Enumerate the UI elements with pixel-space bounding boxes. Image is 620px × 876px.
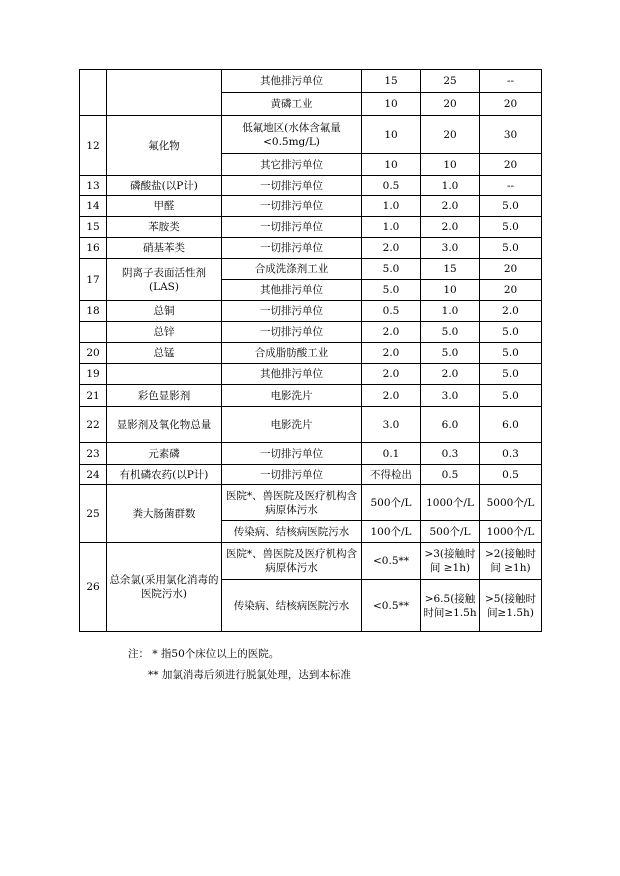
table-row: [80, 443, 542, 465]
value-cell: 2.0: [362, 238, 421, 259]
value-cell: >3(接触时间 ≥1h): [421, 543, 480, 580]
value-cell: 5.0: [480, 322, 542, 343]
scope-cell: 其他排污单位: [222, 280, 362, 301]
table-row: [80, 259, 542, 280]
no-cell: 14: [80, 196, 107, 217]
item-cell: 总铜: [107, 301, 222, 322]
no-cell: 22: [80, 407, 107, 443]
value-cell: 0.3: [421, 443, 480, 465]
value-cell: 10: [362, 93, 421, 116]
scope-cell: 医院*、兽医院及医疗机构含病原体污水: [222, 543, 362, 580]
value-cell: 1.0: [362, 217, 421, 238]
value-cell: 2.0: [421, 364, 480, 385]
table-row: [80, 176, 542, 196]
standards-table: [79, 69, 542, 632]
table-row: [80, 301, 542, 322]
value-cell: 5.0: [480, 196, 542, 217]
scope-cell: 医院*、兽医院及医疗机构含病原体污水: [222, 485, 362, 521]
value-cell: 5.0: [480, 238, 542, 259]
scope-cell: 一切排污单位: [222, 217, 362, 238]
item-cell: 元素磷: [107, 443, 222, 465]
table-row: [80, 70, 542, 93]
value-cell: 2.0: [362, 322, 421, 343]
table-row: [80, 385, 542, 407]
no-cell: [80, 322, 107, 343]
value-cell: 1.0: [421, 176, 480, 196]
value-cell: 5.0: [362, 280, 421, 301]
table-row: [80, 322, 542, 343]
item-cell: 有机磷农药(以P计): [107, 465, 222, 485]
table-row: [80, 364, 542, 385]
no-cell: 26: [80, 543, 107, 632]
value-cell: 500个/L: [362, 485, 421, 521]
scope-cell: 其它排污单位: [222, 154, 362, 176]
value-cell: 0.5: [362, 301, 421, 322]
no-cell: 13: [80, 176, 107, 196]
value-cell: 15: [421, 259, 480, 280]
value-cell: 30: [480, 116, 542, 154]
no-cell: 25: [80, 485, 107, 543]
value-cell: 20: [480, 280, 542, 301]
value-cell: >6.5(接触时间≥1.5h: [421, 580, 480, 632]
value-cell: 1000个/L: [421, 485, 480, 521]
item-cell: 总锰: [107, 343, 222, 364]
value-cell: 2.0: [362, 364, 421, 385]
table-row: [80, 116, 542, 154]
value-cell: 2.0: [421, 196, 480, 217]
item-cell: 磷酸盐(以P计): [107, 176, 222, 196]
value-cell: <0.5**: [362, 580, 421, 632]
value-cell: 10: [362, 116, 421, 154]
item-cell: 甲醛: [107, 196, 222, 217]
value-cell: 20: [421, 116, 480, 154]
value-cell: 0.1: [362, 443, 421, 465]
value-cell: 5.0: [480, 343, 542, 364]
value-cell: 20: [421, 93, 480, 116]
item-cell: 苯胺类: [107, 217, 222, 238]
table-row: [80, 217, 542, 238]
footnote-2: ** 加氯消毒后须进行脱氯处理，达到本标准: [148, 669, 351, 681]
table-row: [80, 407, 542, 443]
table-row: [80, 543, 542, 580]
no-cell: 24: [80, 465, 107, 485]
item-cell: [107, 70, 222, 116]
scope-cell: 电影洗片: [222, 407, 362, 443]
scope-cell: 传染病、结核病医院污水: [222, 580, 362, 632]
table-row: [80, 465, 542, 485]
scope-cell: 一切排污单位: [222, 443, 362, 465]
value-cell: 5.0: [480, 385, 542, 407]
table-row: [80, 485, 542, 521]
value-cell: 6.0: [421, 407, 480, 443]
value-cell: --: [480, 176, 542, 196]
no-cell: 19: [80, 364, 107, 385]
footnotes: [128, 644, 351, 686]
scope-cell: 一切排污单位: [222, 301, 362, 322]
value-cell: 6.0: [480, 407, 542, 443]
item-cell: 氟化物: [107, 116, 222, 176]
scope-cell: 合成脂肪酸工业: [222, 343, 362, 364]
value-cell: 0.5: [480, 465, 542, 485]
item-cell: 总余氯(采用氯化消毒的医院污水): [107, 543, 222, 632]
scope-cell: 一切排污单位: [222, 465, 362, 485]
value-cell: 15: [362, 70, 421, 93]
scope-cell: 电影洗片: [222, 385, 362, 407]
value-cell: 10: [421, 154, 480, 176]
item-cell: [107, 364, 222, 385]
value-cell: 5.0: [480, 217, 542, 238]
value-cell: >2(接触时间 ≥1h): [480, 543, 542, 580]
value-cell: >5(接触时间≥1.5h): [480, 580, 542, 632]
table-row: [80, 196, 542, 217]
no-cell: 12: [80, 116, 107, 176]
scope-cell: 合成洗涤剂工业: [222, 259, 362, 280]
scope-cell: 一切排污单位: [222, 176, 362, 196]
value-cell: 0.3: [480, 443, 542, 465]
value-cell: 5.0: [421, 322, 480, 343]
value-cell: 2.0: [480, 301, 542, 322]
value-cell: 100个/L: [362, 521, 421, 543]
value-cell: 1.0: [421, 301, 480, 322]
no-cell: 18: [80, 301, 107, 322]
value-cell: 3.0: [421, 238, 480, 259]
value-cell: 20: [480, 154, 542, 176]
value-cell: 3.0: [362, 407, 421, 443]
value-cell: 0.5: [362, 176, 421, 196]
item-cell: 阴离子表面活性剂(LAS): [107, 259, 222, 301]
value-cell: 1000个/L: [480, 521, 542, 543]
no-cell: 20: [80, 343, 107, 364]
scope-cell: 低氟地区(水体含氟量<0.5mg/L): [222, 116, 362, 154]
item-cell: 彩色显影剂: [107, 385, 222, 407]
scope-cell: 传染病、结核病医院污水: [222, 521, 362, 543]
item-cell: 硝基苯类: [107, 238, 222, 259]
value-cell: 0.5: [421, 465, 480, 485]
value-cell: 2.0: [362, 385, 421, 407]
no-cell: 17: [80, 259, 107, 301]
scope-cell: 其他排污单位: [222, 364, 362, 385]
value-cell: 2.0: [362, 343, 421, 364]
value-cell: 5.0: [362, 259, 421, 280]
value-cell: 20: [480, 259, 542, 280]
no-cell: 21: [80, 385, 107, 407]
value-cell: 5.0: [480, 364, 542, 385]
item-cell: 粪大肠菌群数: [107, 485, 222, 543]
no-cell: 16: [80, 238, 107, 259]
no-cell: 15: [80, 217, 107, 238]
item-cell: 显影剂及氧化物总量: [107, 407, 222, 443]
table-row: [80, 238, 542, 259]
scope-cell: 一切排污单位: [222, 238, 362, 259]
no-cell: [80, 70, 107, 116]
table-row: [80, 343, 542, 364]
scope-cell: 其他排污单位: [222, 70, 362, 93]
value-cell: 500个/L: [421, 521, 480, 543]
value-cell: 5.0: [421, 343, 480, 364]
value-cell: --: [480, 70, 542, 93]
value-cell: 5000个/L: [480, 485, 542, 521]
item-cell: 总锌: [107, 322, 222, 343]
value-cell: <0.5**: [362, 543, 421, 580]
value-cell: 10: [362, 154, 421, 176]
value-cell: 10: [421, 280, 480, 301]
value-cell: 2.0: [421, 217, 480, 238]
value-cell: 25: [421, 70, 480, 93]
scope-cell: 一切排污单位: [222, 196, 362, 217]
no-cell: 23: [80, 443, 107, 465]
value-cell: 不得检出: [362, 465, 421, 485]
value-cell: 20: [480, 93, 542, 116]
value-cell: 3.0: [421, 385, 480, 407]
footnote-1: 注： * 指50个床位以上的医院。: [128, 648, 280, 660]
value-cell: 1.0: [362, 196, 421, 217]
scope-cell: 一切排污单位: [222, 322, 362, 343]
scope-cell: 黄磷工业: [222, 93, 362, 116]
